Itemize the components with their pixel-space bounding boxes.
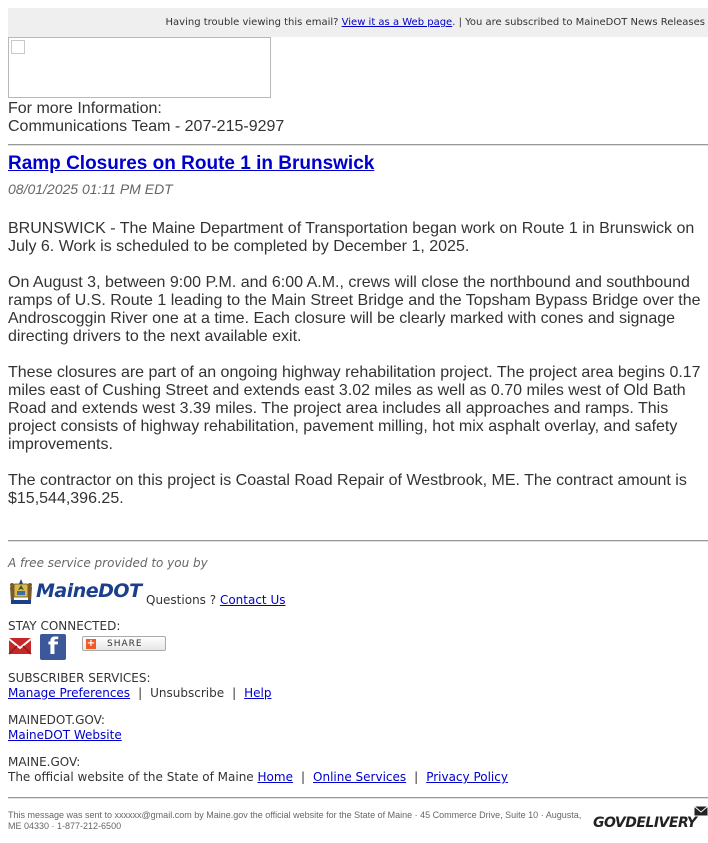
maine-seal-icon (8, 578, 34, 606)
maine-gov-description: The official website of the State of Maine (8, 770, 254, 784)
subscriber-links: Manage Preferences | Unsubscribe | Help (8, 686, 272, 700)
maine-gov-label: MAINE.GOV: (8, 755, 81, 769)
broken-image-icon (11, 40, 25, 54)
article-paragraph-4: The contractor on this project is Coastal Road Repair of Westbrook, ME. The contract amount is $15,544,396.25. (8, 472, 687, 507)
info-phone: Communications Team - 207-215-9297 (8, 118, 285, 135)
privacy-policy-link[interactable]: Privacy Policy (426, 770, 508, 784)
stay-connected-label: STAY CONNECTED: (8, 619, 121, 633)
share-button[interactable] (82, 636, 166, 651)
manage-preferences-link[interactable]: Manage Preferences (8, 686, 131, 700)
contact-us-link[interactable]: Contact Us (219, 593, 286, 607)
article-paragraph-3: These closures are part of an ongoing highway rehabilitation project. The project area begins 0.17 miles east of Cushing Street and extends east 3.02 miles as well as 0.70 miles west of Old Bath Road and extends west 3.39 miles. The project area includes all approaches and ramps. This project consists of highway rehabilitation, pavement milling, hot mix asphalt overlay, and safety improvements. (8, 364, 701, 453)
govdelivery-logo-text: GOVDELIVERY (593, 815, 697, 831)
article-paragraph-1: BRUNSWICK - The Maine Department of Transportation began work on Route 1 in Brunswick on July 6. Work is scheduled to be completed by December 1, 2025. (8, 220, 695, 255)
home-link[interactable]: Home (257, 770, 293, 784)
subscribed-text: . | You are subscribed to MaineDOT News Releases (452, 17, 705, 28)
contact-info (8, 100, 284, 136)
header-banner-image (8, 37, 271, 98)
article-date: 08/01/2025 01:11 PM EDT (8, 181, 173, 197)
govdelivery-logo[interactable] (592, 806, 708, 834)
share-label: SHARE (107, 639, 143, 649)
mainedot-logo-text: MaineDOT (36, 580, 142, 602)
divider (8, 540, 708, 542)
help-link[interactable]: Help (244, 686, 272, 700)
email-icon[interactable] (8, 634, 32, 658)
facebook-icon[interactable]: f (40, 634, 66, 660)
info-heading: For more Information: (8, 100, 162, 117)
article-title-link[interactable]: Ramp Closures on Route 1 in Brunswick (8, 153, 375, 174)
subscriber-services-label: SUBSCRIBER SERVICES: (8, 671, 151, 685)
view-web-page-link[interactable]: View it as a Web page (341, 17, 453, 28)
article-paragraph-2: On August 3, between 9:00 P.M. and 6:00 A.M., crews will close the northbound and southbound ramps of U.S. Route 1 leading to the Main Street Bridge and the Topsham Bypass Bridge over the Androscoggin River one at a time. Each closure will be clearly marked with cones and signage directing drivers to the next available exit. (8, 274, 701, 345)
questions-line (146, 593, 285, 607)
topbar-text (166, 17, 705, 28)
mainedot-logo[interactable] (8, 578, 142, 608)
plus-icon: + (86, 638, 96, 649)
mainedot-gov-label: MAINEDOT.GOV: (8, 713, 105, 727)
envelope-icon (694, 806, 708, 816)
footer-divider (8, 797, 708, 799)
divider (8, 144, 708, 146)
mainedot-website-link[interactable]: MaineDOT Website (8, 728, 122, 742)
email-topbar (8, 8, 708, 37)
questions-label: Questions ? (146, 593, 217, 607)
online-services-link[interactable]: Online Services (313, 770, 407, 784)
mainedot-website-line (8, 728, 122, 742)
trouble-text: Having trouble viewing this email? (165, 17, 339, 28)
unsubscribe-link[interactable]: Unsubscribe (150, 686, 225, 700)
maine-gov-links: The official website of the State of Maine Home | Online Services | Privacy Policy (8, 770, 508, 784)
message-sent-text: This message was sent to xxxxxx@gmail.com by Maine.gov the official website for the State of Maine · 45 Commerce Drive, Suite 10 · Augusta, ME 04330 · 1-877-212-6500 (8, 810, 582, 831)
free-service-text: A free service provided to you by (8, 556, 208, 570)
